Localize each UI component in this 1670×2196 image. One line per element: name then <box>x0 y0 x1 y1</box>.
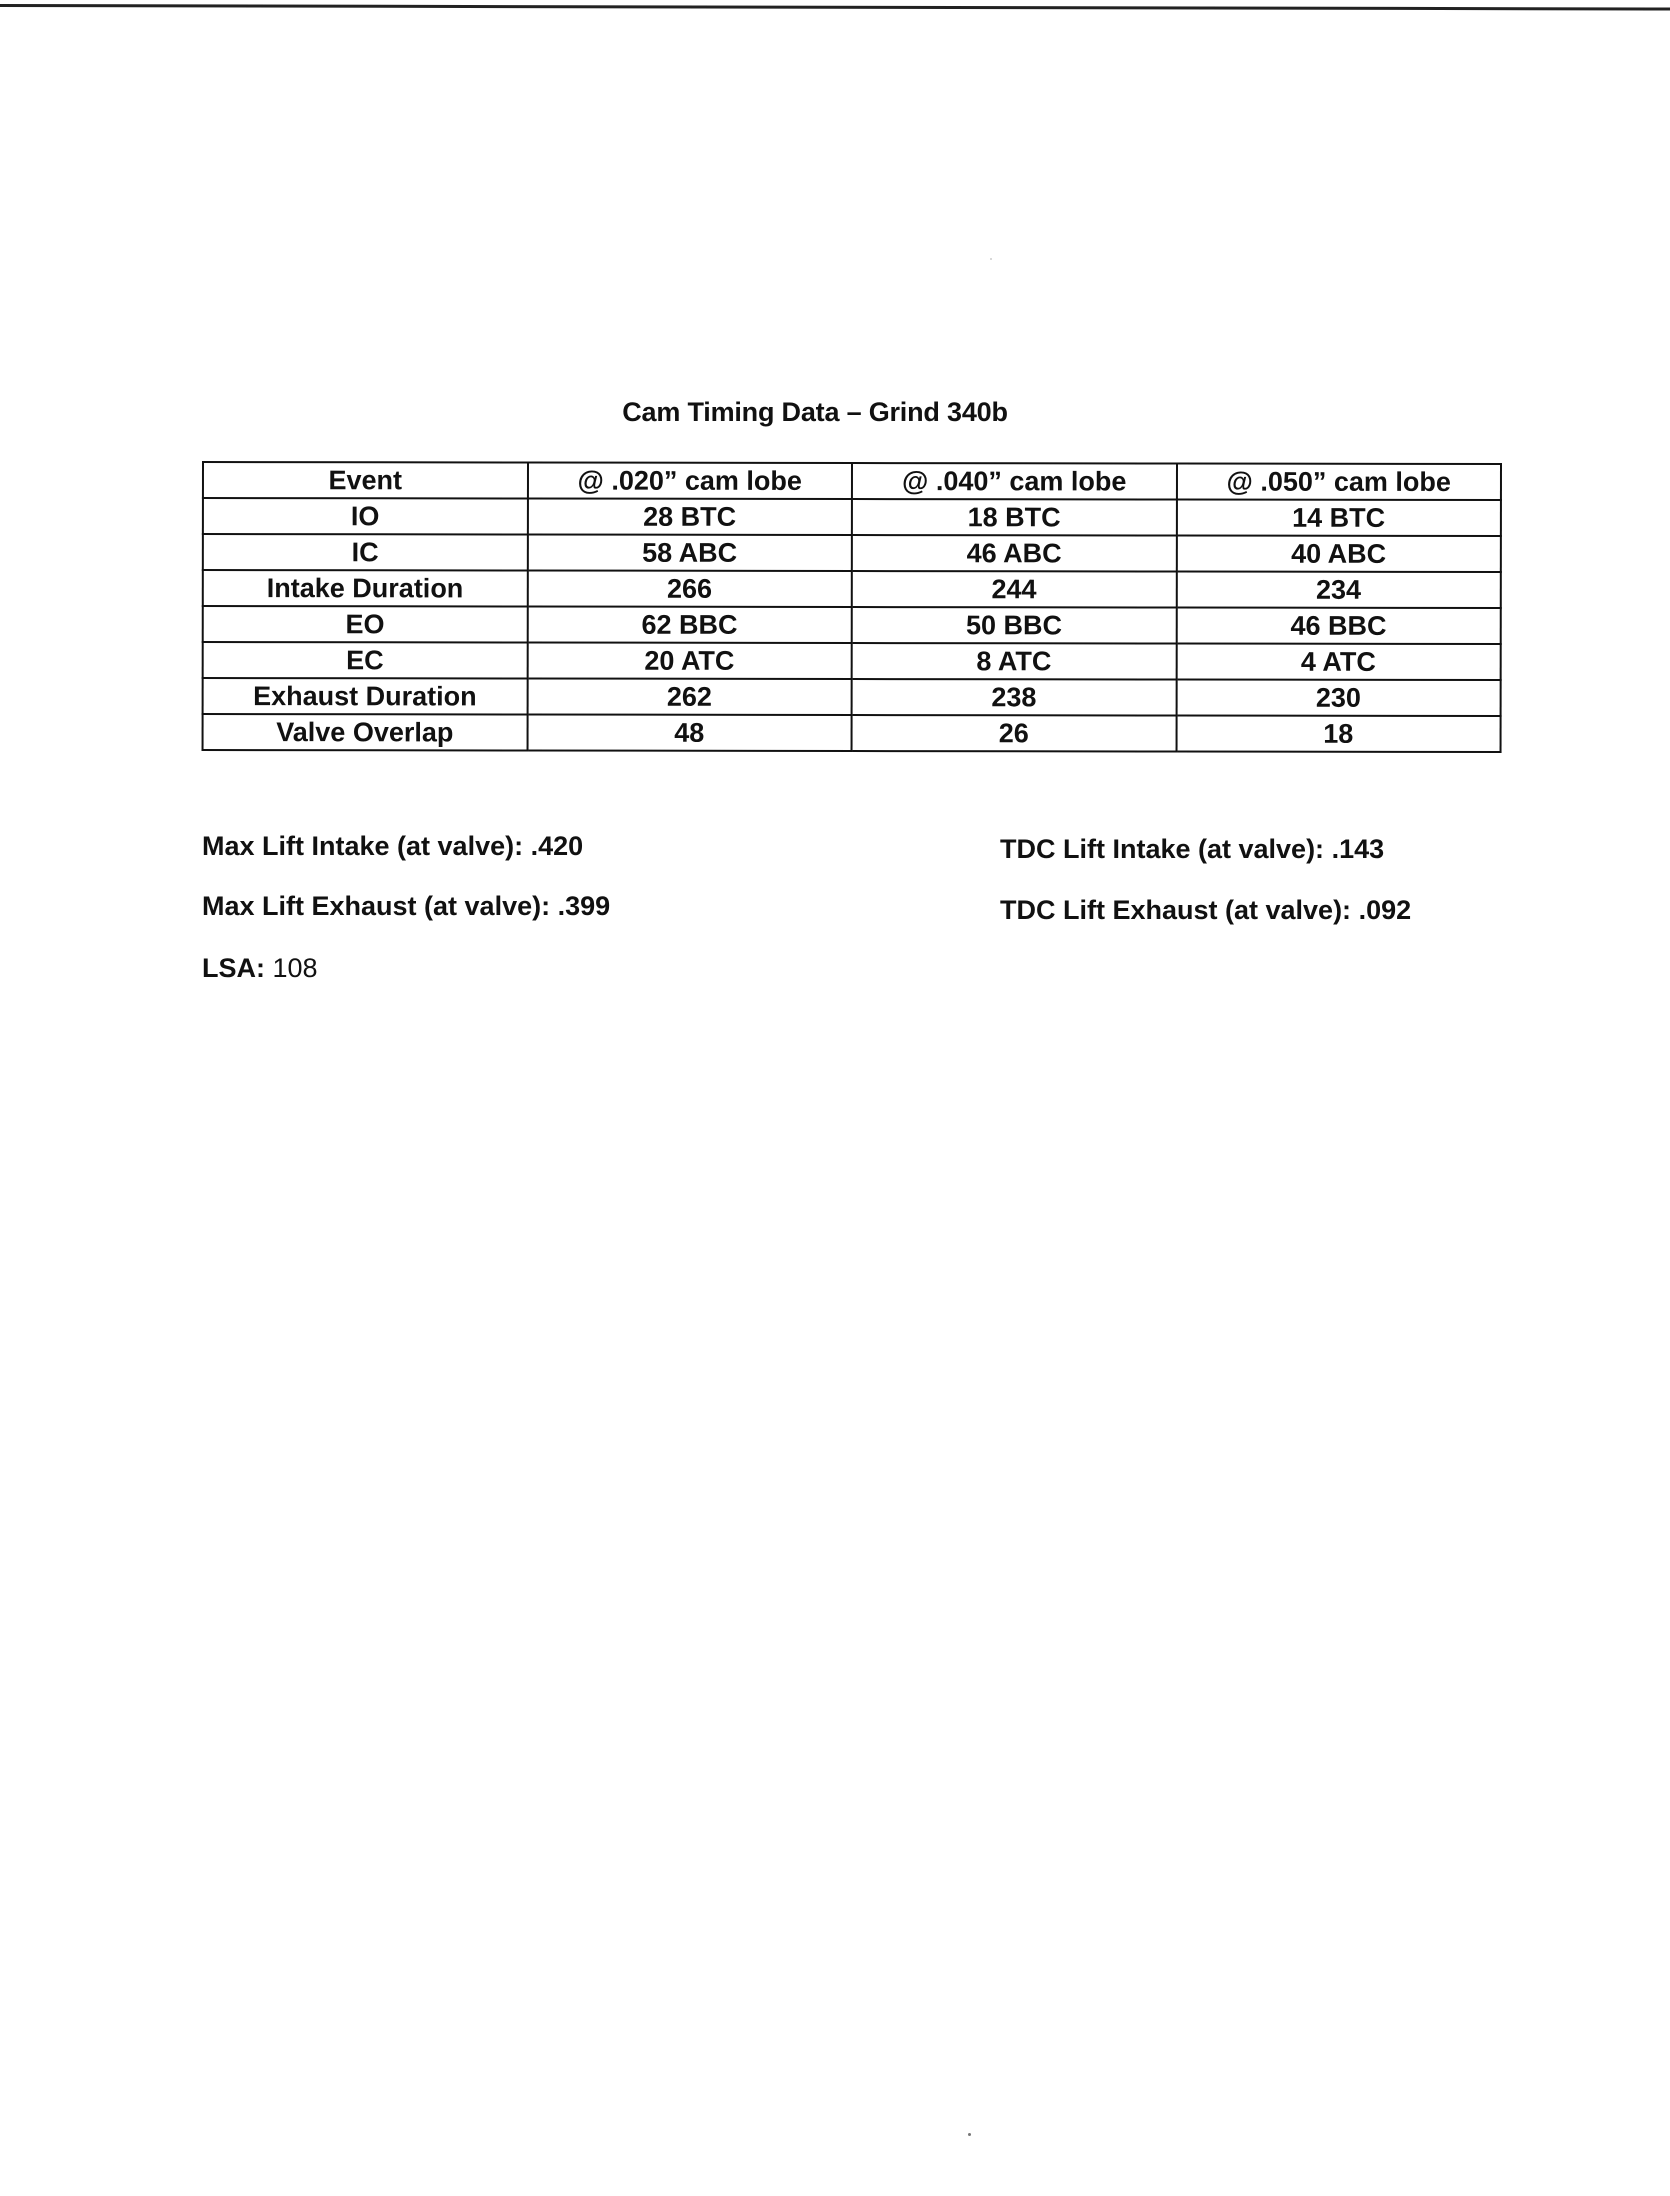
table-cell: 20 ATC <box>527 643 852 680</box>
table-row <box>203 678 1501 716</box>
header-040-cam-lobe: @ .040” cam lobe <box>852 463 1177 500</box>
table-cell: 40 ABC <box>1176 536 1501 573</box>
table-cell: 62 BBC <box>527 607 852 644</box>
row-event-label: EO <box>203 606 528 643</box>
table-row <box>203 570 1501 608</box>
table-cell: 18 BTC <box>852 499 1177 536</box>
lsa-label: LSA: <box>202 953 265 983</box>
lsa-value: 108 <box>272 953 318 983</box>
table-cell: 14 BTC <box>1176 500 1501 537</box>
table-row <box>203 606 1501 644</box>
table-cell: 46 ABC <box>852 535 1177 572</box>
max-lift-exhaust <box>202 891 610 922</box>
table-cell: 230 <box>1176 680 1501 717</box>
table-row <box>203 534 1501 572</box>
row-event-label: IO <box>203 498 528 535</box>
lsa <box>202 953 318 984</box>
table-cell: 234 <box>1176 572 1501 609</box>
table-row <box>203 714 1501 752</box>
table-cell: 18 <box>1176 716 1501 753</box>
max-lift-exhaust-label: Max Lift Exhaust (at valve): <box>202 891 551 921</box>
scan-speck <box>968 2133 971 2136</box>
tdc-lift-exhaust <box>1000 895 1411 926</box>
cam-timing-table-container <box>202 461 1502 751</box>
row-event-label: Exhaust Duration <box>203 678 528 715</box>
header-020-cam-lobe: @ .020” cam lobe <box>527 463 852 500</box>
tdc-lift-intake <box>1000 834 1384 865</box>
row-event-label: Valve Overlap <box>203 714 528 751</box>
table-cell: 28 BTC <box>527 499 852 536</box>
table-row <box>203 642 1501 680</box>
table-header-row <box>203 462 1501 500</box>
table-cell: 48 <box>527 715 852 752</box>
header-050-cam-lobe: @ .050” cam lobe <box>1176 464 1501 501</box>
top-border-line <box>0 4 1670 10</box>
scan-speck <box>990 258 992 260</box>
row-event-label: EC <box>203 642 528 679</box>
table-cell: 46 BBC <box>1176 608 1501 645</box>
table-cell: 266 <box>527 571 852 608</box>
row-event-label: Intake Duration <box>203 570 528 607</box>
table-row <box>203 498 1501 536</box>
row-event-label: IC <box>203 534 528 571</box>
table-cell: 26 <box>852 715 1177 752</box>
cam-timing-table <box>202 461 1502 753</box>
table-cell: 8 ATC <box>852 643 1177 680</box>
table-cell: 238 <box>852 679 1177 716</box>
max-lift-exhaust-value: .399 <box>557 891 611 921</box>
document-title: Cam Timing Data – Grind 340b <box>622 397 1008 427</box>
table-cell: 50 BBC <box>852 607 1177 644</box>
table-cell: 262 <box>527 679 852 716</box>
max-lift-intake <box>202 831 583 862</box>
tdc-lift-exhaust-label: TDC Lift Exhaust (at valve): <box>1000 895 1352 925</box>
tdc-lift-intake-value: .143 <box>1331 834 1385 864</box>
table-cell: 4 ATC <box>1176 644 1501 681</box>
tdc-lift-exhaust-value: .092 <box>1358 895 1412 925</box>
table-cell: 244 <box>852 571 1177 608</box>
max-lift-intake-label: Max Lift Intake (at valve): <box>202 831 524 861</box>
table-cell: 58 ABC <box>527 535 852 572</box>
max-lift-intake-value: .420 <box>530 831 584 861</box>
tdc-lift-intake-label: TDC Lift Intake (at valve): <box>1000 834 1325 864</box>
header-event: Event <box>203 462 528 499</box>
